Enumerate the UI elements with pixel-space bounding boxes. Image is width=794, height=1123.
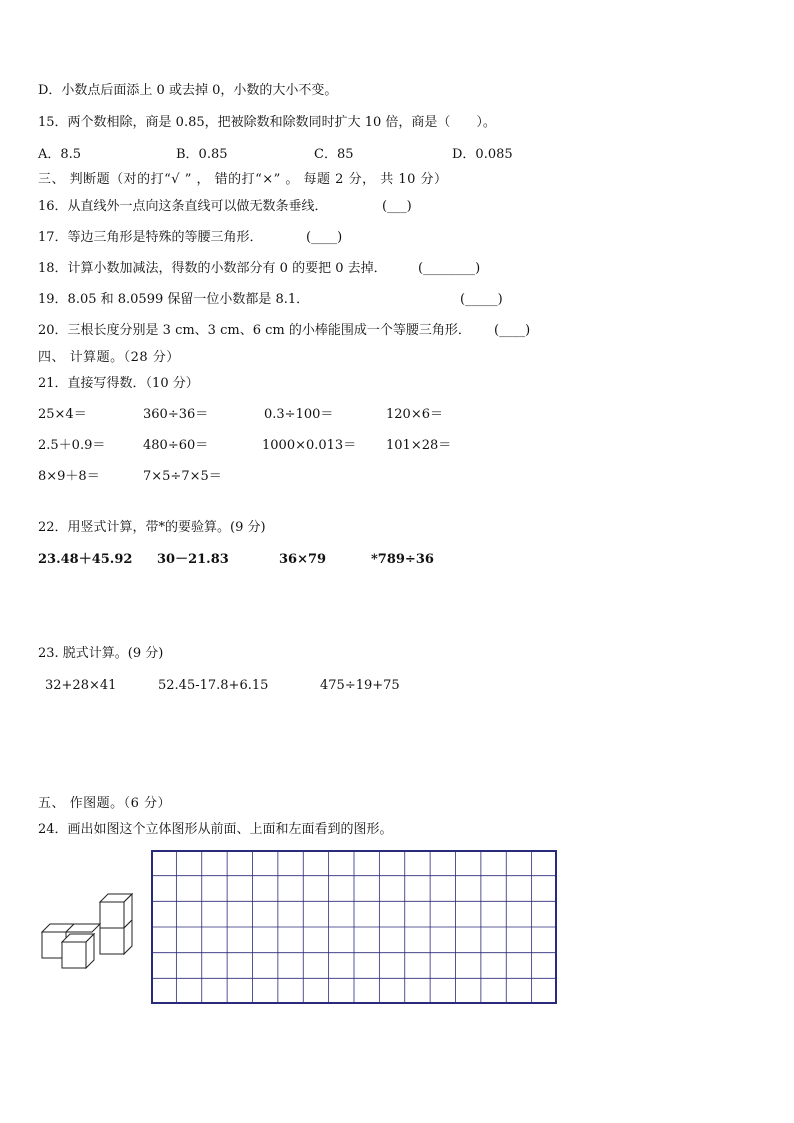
q19-text: 19．8.05 和 8.0599 保留一位小数都是 8.1． — [38, 292, 310, 307]
q21-title: 21．直接写得数．（10 分） — [38, 376, 199, 391]
q15-stem: 15．两个数相除，商是 0.85，把被除数和除数同时扩大 10 倍，商是（ ）。 — [38, 115, 496, 130]
cube-front-face — [62, 942, 86, 968]
q21-item: 0.3÷100＝ — [264, 407, 334, 422]
q22-item: 23.48＋45.92 — [38, 552, 133, 567]
q22-title: 22．用竖式计算，带*的要验算。(9 分) — [38, 520, 266, 535]
cube-stack-figure — [40, 892, 140, 974]
q22-item: 36×79 — [279, 552, 327, 567]
drawing-grid[interactable] — [151, 850, 557, 1004]
cube-front-face — [100, 902, 124, 928]
q19-answer-blank[interactable]: (_____) — [460, 292, 503, 307]
q21-item: 101×28＝ — [386, 438, 452, 453]
q20-text: 20．三根长度分别是 3 cm、3 cm、6 cm 的小棒能围成一个等腰三角形． — [38, 323, 471, 338]
q18-text: 18．计算小数加减法，得数的小数部分有 0 的要把 0 去掉． — [38, 261, 387, 276]
q17-answer-blank[interactable]: (____) — [306, 230, 343, 245]
q15-option-c: C．85 — [314, 147, 354, 162]
section3-title: 三、 判断题（对的打“√ ” ， 错的打“×” 。 每题 2 分， 共 10 分） — [38, 172, 448, 187]
q21-item: 8×9＋8＝ — [38, 469, 100, 484]
q22-item: *789÷36 — [371, 552, 434, 567]
q21-item: 480÷60＝ — [143, 438, 209, 453]
q18-answer-blank[interactable]: (________) — [418, 261, 481, 276]
q23-item: 475÷19+75 — [320, 678, 400, 693]
q23-item: 52.45-17.8+6.15 — [158, 678, 269, 693]
q16-answer-blank[interactable]: (___) — [382, 199, 412, 214]
q15-option-b: B．0.85 — [176, 147, 228, 162]
q21-item: 120×6＝ — [386, 407, 443, 422]
section4-title: 四、 计算题。（28 分） — [38, 350, 180, 365]
section5-title: 五、 作图题。（6 分） — [38, 796, 172, 811]
q15-option-d: D．0.085 — [452, 147, 513, 162]
q17-text: 17．等边三角形是特殊的等腰三角形． — [38, 230, 263, 245]
q15-option-a: A．8.5 — [38, 147, 82, 162]
q14-option-d: D．小数点后面添上 0 或去掉 0，小数的大小不变。 — [38, 83, 338, 98]
q16-text: 16．从直线外一点向这条直线可以做无数条垂线． — [38, 199, 328, 214]
q21-item: 1000×0.013＝ — [262, 438, 357, 453]
q21-item: 360÷36＝ — [143, 407, 209, 422]
q24-text: 24．画出如图这个立体图形从前面、上面和左面看到的图形。 — [38, 822, 393, 837]
q23-title: 23. 脱式计算。(9 分) — [38, 646, 164, 661]
q23-item: 32+28×41 — [45, 678, 117, 693]
q20-answer-blank[interactable]: (____) — [494, 323, 531, 338]
q21-item: 7×5÷7×5＝ — [143, 469, 222, 484]
q22-item: 30－21.83 — [157, 552, 229, 567]
q21-item: 2.5＋0.9＝ — [38, 438, 106, 453]
cube-front-face — [100, 928, 124, 954]
q21-item: 25×4＝ — [38, 407, 87, 422]
